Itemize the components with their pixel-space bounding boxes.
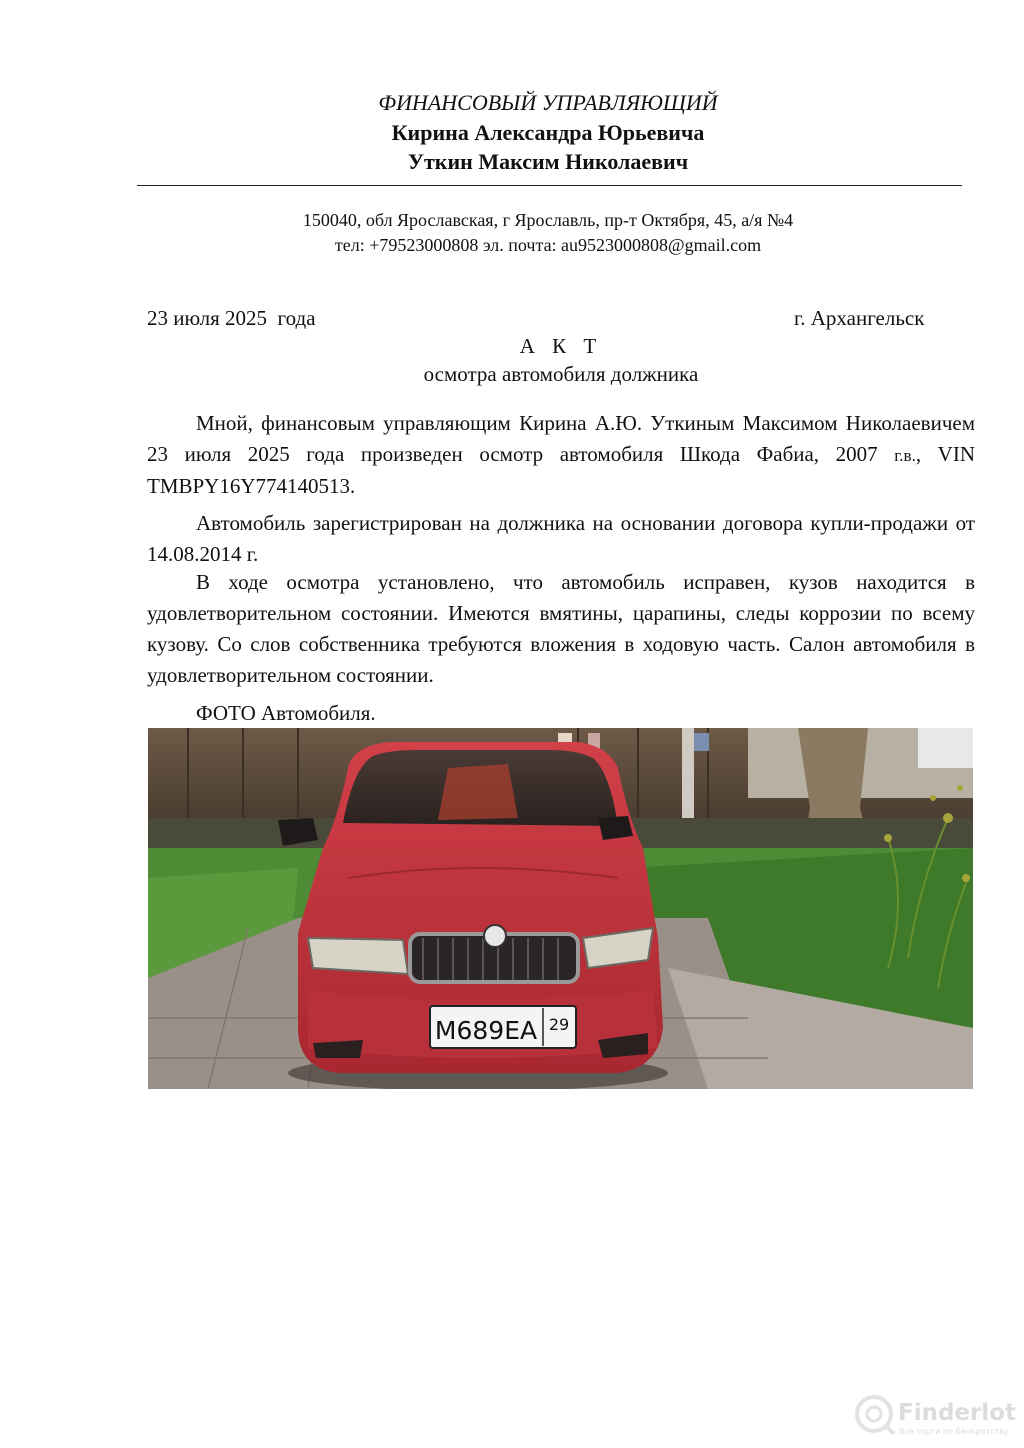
- paragraph-inspection-year-abbr: г.в.: [894, 446, 916, 465]
- paragraph-inspection-vin: , VIN TMBPY16Y774140513.: [147, 442, 975, 498]
- paragraph-condition: В ходе осмотра установлено, что автомобиль исправен, кузов находится в удовлетворительном состоянии. Имеются вмятины, царапины, следы коррозии по всему кузову. Со слов собственника требуются вложения в ходовую часть. Салон автомобиля в удовлетворительном состоянии.: [147, 570, 975, 687]
- document-city: г. Архангельск: [794, 306, 925, 330]
- paragraph-photo-caption: ФОТО Автомобиля.: [196, 701, 376, 725]
- watermark-tagline: Все торги по банкротству: [899, 1427, 1009, 1436]
- watermark-brand: Finderlot: [898, 1400, 1017, 1426]
- header-title: ФИНАНСОВЫЙ УПРАВЛЯЮЩИЙ: [378, 90, 718, 115]
- header-debtor: Кирина Александра Юрьевича: [391, 120, 705, 145]
- license-plate-number: М689ЕА: [434, 1016, 538, 1045]
- header-address: 150040, обл Ярославская, г Ярославль, пр-т Октября, 45, а/я №4: [302, 210, 794, 230]
- finderlot-watermark: [852, 1386, 1017, 1442]
- act-subtitle: осмотра автомобиля должника: [423, 362, 699, 386]
- paragraph-registration: Автомобиль зарегистрирован на должника на основании договора купли-продажи от 14.08.2014 г.: [147, 511, 975, 566]
- header-divider: [137, 185, 962, 186]
- car-photo-illustration: [148, 728, 973, 1089]
- document-date: 23 июля 2025 года: [147, 306, 316, 330]
- header-contacts: тел: +79523000808 эл. почта: au9523000808@gmail.com: [334, 235, 762, 255]
- car-photo: [148, 728, 973, 1089]
- finderlot-logo-icon: [852, 1386, 1017, 1442]
- license-plate: [430, 1006, 576, 1048]
- act-title: А К Т: [519, 334, 603, 358]
- paragraph-inspection: [147, 408, 975, 502]
- license-plate-region: 29: [548, 1015, 570, 1034]
- header-manager: Уткин Максим Николаевич: [407, 149, 689, 174]
- paragraph-inspection-text: Мной, финансовым управляющим Кирина А.Ю. Уткиным Максимом Николаевичем 23 июля 2025 года произведен осмотр автомобиля Шкода Фабиа, 2007: [147, 411, 975, 466]
